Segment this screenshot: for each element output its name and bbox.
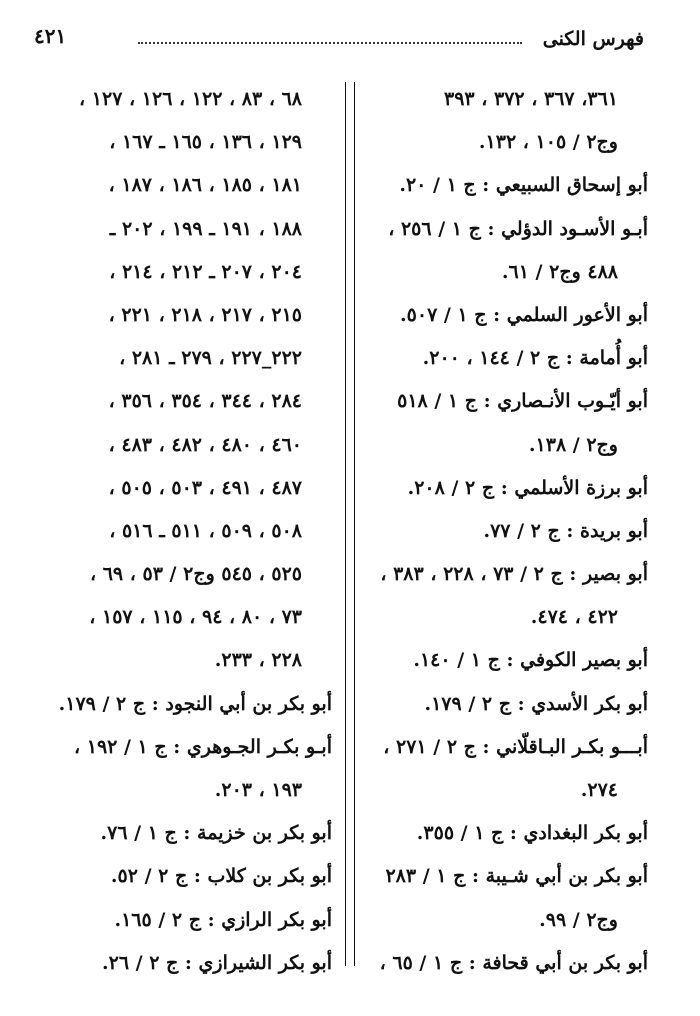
index-entry-continuation: ١٢٩ ، ١٣٦ ، ١٦٥ ـ ١٦٧ ، (109, 131, 302, 154)
index-entry: أبو أيّـوب الأنـصاري : ج ١ / ٥١٨ (397, 390, 648, 413)
index-entry: أبو برزة الأسلمي : ج ٢ / ٢٠٨. (407, 476, 648, 499)
index-entry-continuation: ٢٢٨ ، ٢٣٣. (214, 649, 302, 672)
index-entry-continuation: ٢٧٤. (580, 779, 618, 801)
leader-dots (138, 42, 522, 44)
page-header (28, 18, 672, 58)
index-entry-continuation: وج٢ / ٩٩. (539, 908, 618, 931)
index-entry-continuation: وج٢ / ١٣٨. (528, 433, 618, 456)
index-entry: أبو بكر بن أبي شـيبة : ج ١ / ٢٨٣ (385, 865, 648, 888)
index-entry-continuation: ٤٨٨ وج٢ / ٦١. (501, 260, 618, 283)
index-entry-continuation: ٤٦٠ ، ٤٨٠ ، ٤٨٢ ، ٤٨٣ ، (108, 433, 302, 456)
index-entry: أبو بريدة : ج ٢ / ٧٧. (483, 519, 648, 542)
index-entry: أبـو الأسـود الدؤلي : ج ١ / ٢٥٦ ، (388, 217, 648, 240)
index-entry-continuation: ١٩٣ ، ٢٠٣. (214, 779, 302, 801)
index-entry-continuation: ١٨٨ ، ١٩١ ـ ١٩٩ ، ٢٠٢ ـ (109, 217, 302, 240)
index-entry-continuation: ٦٨ ، ٨٣ ، ١٢٢ ، ١٢٦ ، ١٢٧ ، (79, 88, 302, 110)
index-entry-continuation: وج٢ / ١٠٥ ، ١٣٢. (478, 131, 618, 154)
index-entry-continuation: ٣٦١، ٣٦٧ ، ٣٧٢ ، ٣٩٣ (444, 88, 618, 110)
index-entry-continuation: ٢٢٢_٢٢٧ ، ٢٧٩ ـ ٢٨١ ، (119, 347, 302, 370)
index-entry: أبو بكر بن خزيمة : ج ١ / ٧٦. (100, 822, 332, 845)
index-entry: أبو بكر الأسدي : ج ٢ / ١٧٩. (424, 692, 648, 715)
index-entry-continuation: ٧٣ ، ٨٠ ، ٩٤ ، ١١٥ ، ١٥٧ ، (89, 606, 302, 629)
index-entry-continuation: ٢٨٤ ، ٣٤٤ ، ٣٥٤ ، ٣٥٦ ، (108, 390, 302, 413)
index-entry-continuation: ٥٠٨ ، ٥٠٩ ، ٥١١ ـ ٥١٦ ، (109, 519, 302, 542)
index-entry-continuation: ٢٠٤ ، ٢٠٧ ـ ٢١٢ ، ٢١٤ ، (109, 260, 302, 283)
index-entry: أبو بكر بن كلاب : ج ٢ / ٥٢. (110, 865, 332, 888)
index-entry: أبو بصير : ج ٢ / ٧٣ ، ٢٢٨ ، ٣٨٣ ، (380, 563, 648, 586)
index-entry-continuation: ٤٨٧ ، ٤٩١ ، ٥٠٣ ، ٥٠٥ ، (108, 476, 302, 499)
index-column-left (32, 78, 332, 985)
index-entry: أبو إسحاق السبيعي : ج ١ / ٢٠. (399, 174, 648, 197)
index-entry-continuation: ٢١٥ ، ٢١٧ ، ٢١٨ ، ٢٢١ ، (108, 303, 302, 326)
index-entry: أبو أُمامة : ج ٢ / ١٤٤ ، ٢٠٠. (422, 347, 648, 370)
index-entry: أبـو بكـر الجـوهري : ج ١ / ١٩٢ ، (74, 735, 332, 758)
index-entry: أبو بصير الكوفي : ج ١ / ١٤٠. (413, 649, 648, 672)
index-entry-continuation: ٤٢٢ ، ٤٧٤. (530, 606, 618, 629)
index-entry-continuation: ٥٢٥ ، ٥٤٥ وج٢ / ٥٣ ، ٦٩ ، (89, 563, 302, 586)
index-entry: أبو الأعور السلمي : ج ١ / ٥٠٧. (400, 303, 648, 326)
index-entry: أبو بكر بن أبي النجود : ج ٢ / ١٧٩. (58, 692, 332, 715)
column-divider (345, 82, 355, 966)
index-entry: أبو بكر الرازي : ج ٢ / ١٦٥. (114, 908, 332, 931)
index-entry: أبو بكر البغدادي : ج ١ / ٣٥٥. (416, 822, 648, 845)
index-entry-continuation: ١٨١ ، ١٨٥ ، ١٨٦ ، ١٨٧ ، (108, 174, 302, 197)
page-number: ٤٢١ (34, 24, 67, 48)
index-entry: أبو بكر الشيرازي : ج ٢ / ٢٦. (102, 951, 332, 974)
index-entry: أبو بكر بن أبي قحافة : ج ١ / ٦٥ ، (379, 951, 648, 974)
index-column-right (348, 78, 648, 985)
running-title: فهرس الكنى (542, 28, 644, 50)
index-entry: أبـــو بكـر البـاقلّاني : ج ٢ / ٢٧١ ، (383, 735, 648, 758)
